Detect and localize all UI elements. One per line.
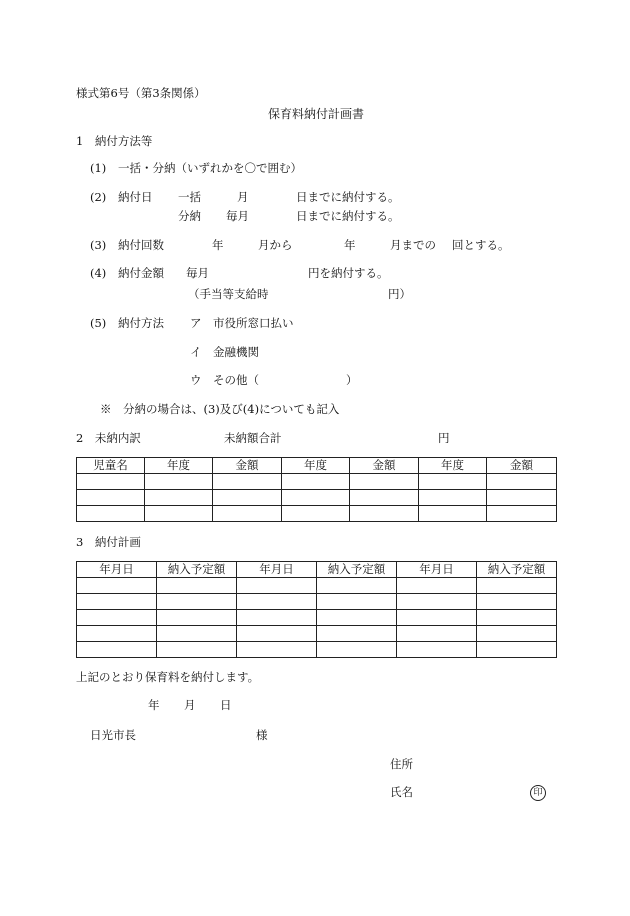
unpaid-header-row bbox=[77, 458, 557, 474]
input-cell[interactable] bbox=[317, 642, 397, 658]
payment-plan-table bbox=[76, 561, 557, 658]
header-fiscal-year: 年度 bbox=[145, 458, 213, 474]
input-cell[interactable] bbox=[350, 506, 419, 522]
item3-number: (3) bbox=[90, 238, 107, 252]
header-amount: 金額 bbox=[350, 458, 419, 474]
name-label: 氏名 bbox=[390, 785, 413, 799]
input-cell[interactable] bbox=[77, 506, 145, 522]
input-cell[interactable] bbox=[282, 474, 350, 490]
table-row bbox=[77, 594, 557, 610]
header-planned-amount: 納入予定額 bbox=[317, 562, 397, 578]
input-cell[interactable] bbox=[477, 626, 557, 642]
input-cell[interactable] bbox=[397, 626, 477, 642]
table-row bbox=[77, 474, 557, 490]
date-day: 日 bbox=[220, 698, 232, 712]
input-cell[interactable] bbox=[350, 474, 419, 490]
input-cell[interactable] bbox=[77, 474, 145, 490]
input-cell[interactable] bbox=[145, 506, 213, 522]
closing-statement: 上記のとおり保育料を納付します。 bbox=[76, 670, 260, 684]
section2-heading: 2 未納内訳 bbox=[76, 431, 141, 445]
input-cell[interactable] bbox=[477, 642, 557, 658]
item2-month: 月 bbox=[237, 190, 249, 204]
input-cell[interactable] bbox=[157, 642, 237, 658]
input-cell[interactable] bbox=[317, 626, 397, 642]
header-date: 年月日 bbox=[397, 562, 477, 578]
input-cell[interactable] bbox=[237, 594, 317, 610]
input-cell[interactable] bbox=[282, 506, 350, 522]
seal-mark: 印 bbox=[530, 785, 546, 801]
input-cell[interactable] bbox=[419, 490, 487, 506]
date-month: 月 bbox=[184, 698, 196, 712]
item5-number: (5) bbox=[90, 316, 107, 330]
input-cell[interactable] bbox=[317, 594, 397, 610]
addressee-name: 日光市長 bbox=[90, 728, 136, 742]
header-child-name: 児童名 bbox=[77, 458, 145, 474]
item2-label: 納付日 bbox=[118, 190, 153, 204]
input-cell[interactable] bbox=[77, 642, 157, 658]
input-cell[interactable] bbox=[237, 642, 317, 658]
input-cell[interactable] bbox=[157, 626, 237, 642]
header-amount: 金額 bbox=[487, 458, 557, 474]
item4-note-open: （手当等支給時 bbox=[188, 287, 269, 301]
input-cell[interactable] bbox=[477, 610, 557, 626]
header-date: 年月日 bbox=[237, 562, 317, 578]
table-row bbox=[77, 490, 557, 506]
header-date: 年月日 bbox=[77, 562, 157, 578]
item3-label: 納付回数 bbox=[118, 238, 164, 252]
item2-row1-suffix: 日までに納付する。 bbox=[296, 190, 400, 204]
date-year: 年 bbox=[148, 698, 160, 712]
address-label: 住所 bbox=[390, 757, 413, 771]
item5-option-a: ア 市役所窓口払い bbox=[190, 316, 294, 330]
input-cell[interactable] bbox=[317, 610, 397, 626]
input-cell[interactable] bbox=[237, 578, 317, 594]
input-cell[interactable] bbox=[157, 610, 237, 626]
input-cell[interactable] bbox=[397, 642, 477, 658]
input-cell[interactable] bbox=[213, 474, 282, 490]
item5-option-i: イ 金融機関 bbox=[190, 345, 259, 359]
input-cell[interactable] bbox=[397, 610, 477, 626]
item3-until: 月までの bbox=[390, 238, 436, 252]
input-cell[interactable] bbox=[213, 506, 282, 522]
input-cell[interactable] bbox=[77, 490, 145, 506]
input-cell[interactable] bbox=[477, 594, 557, 610]
header-planned-amount: 納入予定額 bbox=[477, 562, 557, 578]
header-planned-amount: 納入予定額 bbox=[157, 562, 237, 578]
input-cell[interactable] bbox=[317, 578, 397, 594]
section3-heading: 3 納付計画 bbox=[76, 535, 141, 549]
input-cell[interactable] bbox=[282, 490, 350, 506]
input-cell[interactable] bbox=[477, 578, 557, 594]
item2-lump-sum: 一括 bbox=[178, 190, 201, 204]
item3-year1: 年 bbox=[212, 238, 224, 252]
input-cell[interactable] bbox=[145, 490, 213, 506]
unpaid-total-yen: 円 bbox=[438, 431, 450, 445]
table-row bbox=[77, 642, 557, 658]
input-cell[interactable] bbox=[397, 578, 477, 594]
input-cell[interactable] bbox=[213, 490, 282, 506]
item3-year2: 年 bbox=[344, 238, 356, 252]
item2-number: (2) bbox=[90, 190, 107, 204]
item4-note-close: 円） bbox=[388, 287, 411, 301]
form-number: 様式第6号（第3条関係） bbox=[76, 86, 206, 100]
page-title: 保育料納付計画書 bbox=[268, 107, 365, 121]
item4-suffix: 円を納付する。 bbox=[308, 266, 389, 280]
table-row bbox=[77, 626, 557, 642]
addressee-honorific: 様 bbox=[256, 728, 268, 742]
input-cell[interactable] bbox=[419, 506, 487, 522]
input-cell[interactable] bbox=[77, 594, 157, 610]
installment-note: ※ 分納の場合は、(3)及び(4)についても記入 bbox=[100, 402, 340, 416]
input-cell[interactable] bbox=[77, 578, 157, 594]
item5-option-u-close: ） bbox=[346, 373, 358, 387]
item2-row2-suffix: 日までに納付する。 bbox=[296, 209, 400, 223]
item1-number: (1) bbox=[90, 161, 107, 175]
input-cell[interactable] bbox=[419, 474, 487, 490]
item4-monthly: 毎月 bbox=[186, 266, 209, 280]
input-cell[interactable] bbox=[487, 474, 557, 490]
input-cell[interactable] bbox=[145, 474, 213, 490]
input-cell[interactable] bbox=[157, 578, 237, 594]
item3-from: 月から bbox=[258, 238, 293, 252]
input-cell[interactable] bbox=[487, 506, 557, 522]
input-cell[interactable] bbox=[77, 626, 157, 642]
table-row bbox=[77, 610, 557, 626]
item5-option-u: ウ その他（ bbox=[190, 373, 259, 387]
unpaid-total-label: 未納額合計 bbox=[224, 431, 282, 445]
item3-times: 回とする。 bbox=[452, 238, 510, 252]
input-cell[interactable] bbox=[350, 490, 419, 506]
item4-number: (4) bbox=[90, 266, 107, 280]
item2-monthly: 毎月 bbox=[226, 209, 249, 223]
item5-label: 納付方法 bbox=[118, 316, 164, 330]
input-cell[interactable] bbox=[77, 610, 157, 626]
input-cell[interactable] bbox=[157, 594, 237, 610]
item1-text: 一括・分納（いずれかを〇で囲む） bbox=[118, 161, 302, 175]
input-cell[interactable] bbox=[237, 610, 317, 626]
table-row bbox=[77, 578, 557, 594]
header-fiscal-year: 年度 bbox=[282, 458, 350, 474]
item2-installment: 分納 bbox=[178, 209, 201, 223]
section1-heading: 1 納付方法等 bbox=[76, 134, 153, 148]
unpaid-breakdown-table bbox=[76, 457, 557, 522]
input-cell[interactable] bbox=[237, 626, 317, 642]
item4-label: 納付金額 bbox=[118, 266, 164, 280]
header-fiscal-year: 年度 bbox=[419, 458, 487, 474]
input-cell[interactable] bbox=[397, 594, 477, 610]
table-row bbox=[77, 506, 557, 522]
plan-header-row bbox=[77, 562, 557, 578]
input-cell[interactable] bbox=[487, 490, 557, 506]
header-amount: 金額 bbox=[213, 458, 282, 474]
